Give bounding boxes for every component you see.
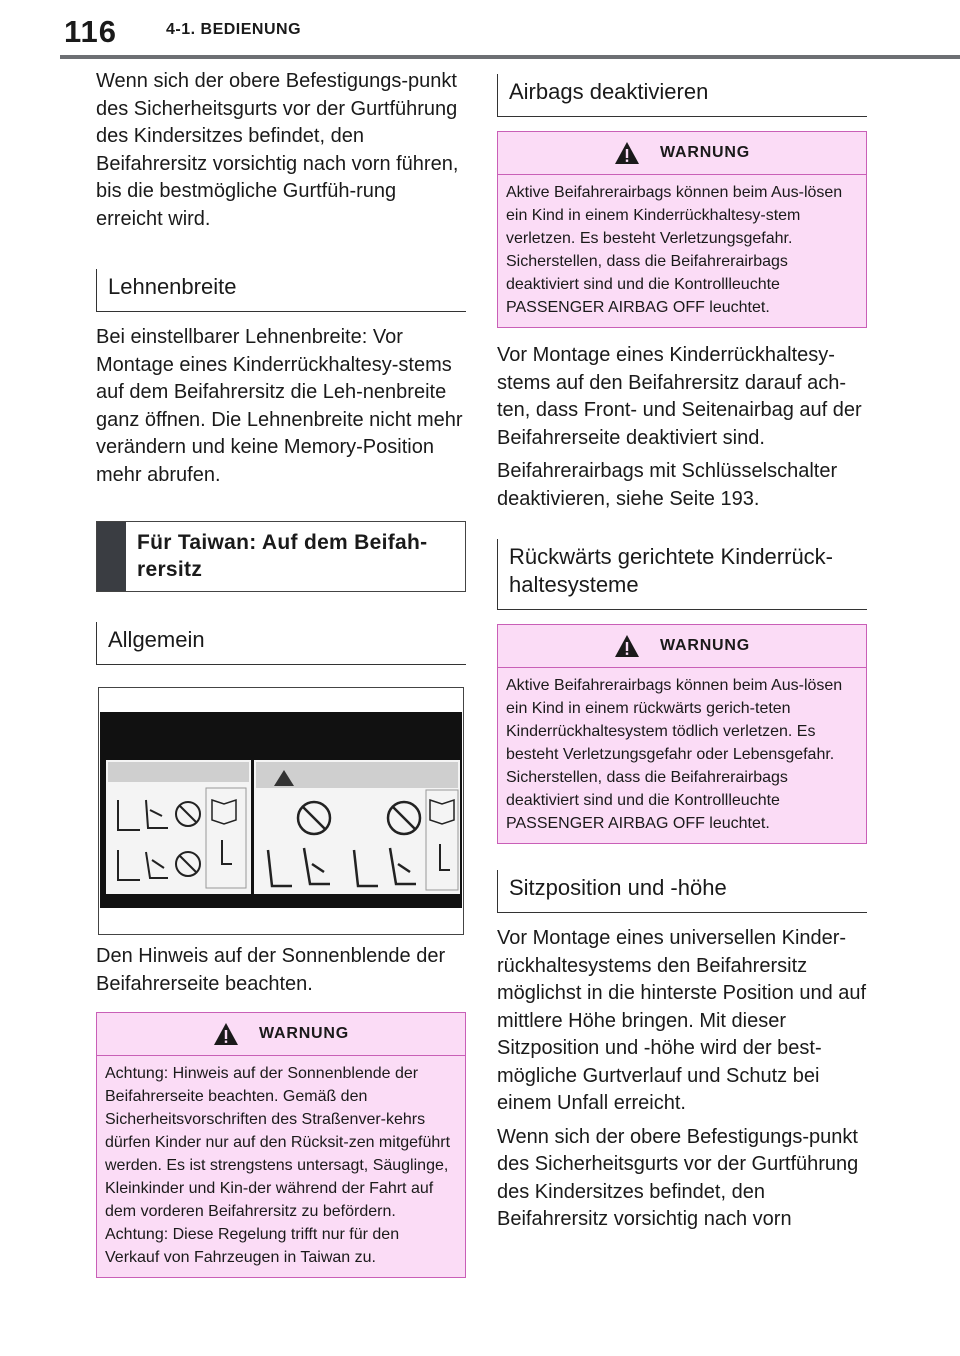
heading-taiwan-text: Für Taiwan: Auf dem Beifah-rersitz: [137, 531, 428, 581]
warning-header: [498, 132, 866, 175]
sticker-background: [100, 712, 462, 908]
warning-label: WARNUNG: [659, 144, 751, 161]
sunvisor-sticker-image: [98, 687, 464, 935]
warning-text: Achtung: Hinweis auf der Sonnenblende der Beifahrerseite beachten. Gemäß den Sicherheitsvorschriften des Straßenver-kehrs dürfen Kinder nur auf den Rücksit-zen mitgeführt werden. Es ist strengstens untersagt, Säuglinge, Kleinkinder und Kin-der während der Fahrt auf dem vorderen Beifahrersitz zu befördern. Achtung: Diese Regelung trifft nur für den Verkauf von Fahrzeugen in Taiwan zu.: [105, 1065, 451, 1266]
sticker-panel-large: [254, 760, 460, 894]
heading-airbags: Airbags deaktivieren: [497, 74, 867, 117]
airbags-paragraph-1: Vor Montage eines Kinderrückhaltesy-stems auf den Beifahrersitz darauf ach-ten, dass Front- und Seitenairbag auf der Beifahrerseite deaktiviert sind.: [497, 344, 862, 449]
page-header: [0, 0, 960, 62]
seat-pictogram-icon: [106, 760, 251, 894]
warning-header: [498, 625, 866, 668]
sticker-caption: Den Hinweis auf der Sonnenblende der Beifahrerseite beachten.: [96, 945, 446, 995]
heading-rueckwaerts: Rückwärts gerichtete Kinderrück-haltesysteme: [497, 539, 867, 610]
airbags-paragraph-2: Beifahrerairbags mit Schlüsselschalter deaktivieren, siehe Seite 193.: [497, 460, 838, 510]
heading-taiwan: [96, 521, 466, 592]
warning-label: WARNUNG: [258, 1025, 350, 1042]
page-number: 116: [64, 14, 118, 49]
left-column: [96, 68, 466, 1278]
right-column: [497, 68, 867, 1234]
intro-paragraph: Wenn sich der obere Befestigungs-punkt des Sicherheitsgurts vor der Gurtführung des Kindersitzes befindet, den Beifahrersitz vorsichtig nach vorn führen, bis die bestmögliche Gurtfüh-rung erreicht wird.: [96, 70, 459, 230]
warning-triangle-icon: [614, 141, 640, 165]
warning-box-rueckwaerts: [497, 624, 867, 844]
warning-label: WARNUNG: [659, 637, 751, 654]
heading-allgemein: Allgemein: [96, 622, 466, 665]
sitzposition-paragraph-2: Wenn sich der obere Befestigungs-punkt des Sicherheitsgurts vor der Gurtführung des Kindersitzes befindet, den Beifahrersitz vorsichtig nach vorn: [497, 1125, 859, 1230]
warning-box-airbags: [497, 131, 867, 328]
section-title: 4-1. BEDIENUNG: [166, 21, 302, 38]
lehnenbreite-paragraph: Bei einstellbarer Lehnenbreite: Vor Montage eines Kinderrückhaltesy-stems auf dem Beifahrersitz die Leh-nenbreite ganz öffnen. Die Lehnenbreite nicht mehr verändern und keine Memory-Position mehr abrufen.: [96, 326, 463, 486]
heading-bar: [97, 522, 126, 591]
warning-box-taiwan: [96, 1012, 466, 1278]
warning-text: Aktive Beifahrerairbags können beim Aus-lösen ein Kind in einem Kinderrückhaltesy-stem verletzen. Es besteht Verletzungsgefahr. Sicherstellen, dass die Beifahrerairbags deaktiviert sind und die Kontrollleuchte PASSENGER AIRBAG OFF leuchtet.: [506, 184, 843, 316]
sticker-panel-small: [106, 760, 251, 894]
warning-triangle-icon: [213, 1022, 239, 1046]
warning-triangle-icon: [614, 634, 640, 658]
heading-lehnenbreite: Lehnenbreite: [96, 269, 466, 312]
heading-sitzposition: Sitzposition und -höhe: [497, 870, 867, 913]
warning-header: [97, 1013, 465, 1056]
header-rule: [60, 55, 960, 59]
sitzposition-paragraph-1: Vor Montage eines universellen Kinder-rückhaltesystems den Beifahrersitz möglichst in die hinterste Position und auf mittlere Höhe bringen. Mit dieser Sitzposition und -höhe wird der best-mögliche Gurtverlauf und Schutz bei einem Unfall erreicht.: [497, 927, 867, 1114]
child-seat-prohibited-icon: [254, 760, 460, 894]
warning-text: Aktive Beifahrerairbags können beim Aus-lösen ein Kind in einem rückwärts gerich-teten Kinderrückhaltesystem tödlich verletzen. Es besteht Verletzungsgefahr oder Lebensgefahr. Sicherstellen, dass die Beifahrerairbags deaktiviert sind und die Kontrollleuchte PASSENGER AIRBAG OFF leuchtet.: [506, 677, 843, 832]
